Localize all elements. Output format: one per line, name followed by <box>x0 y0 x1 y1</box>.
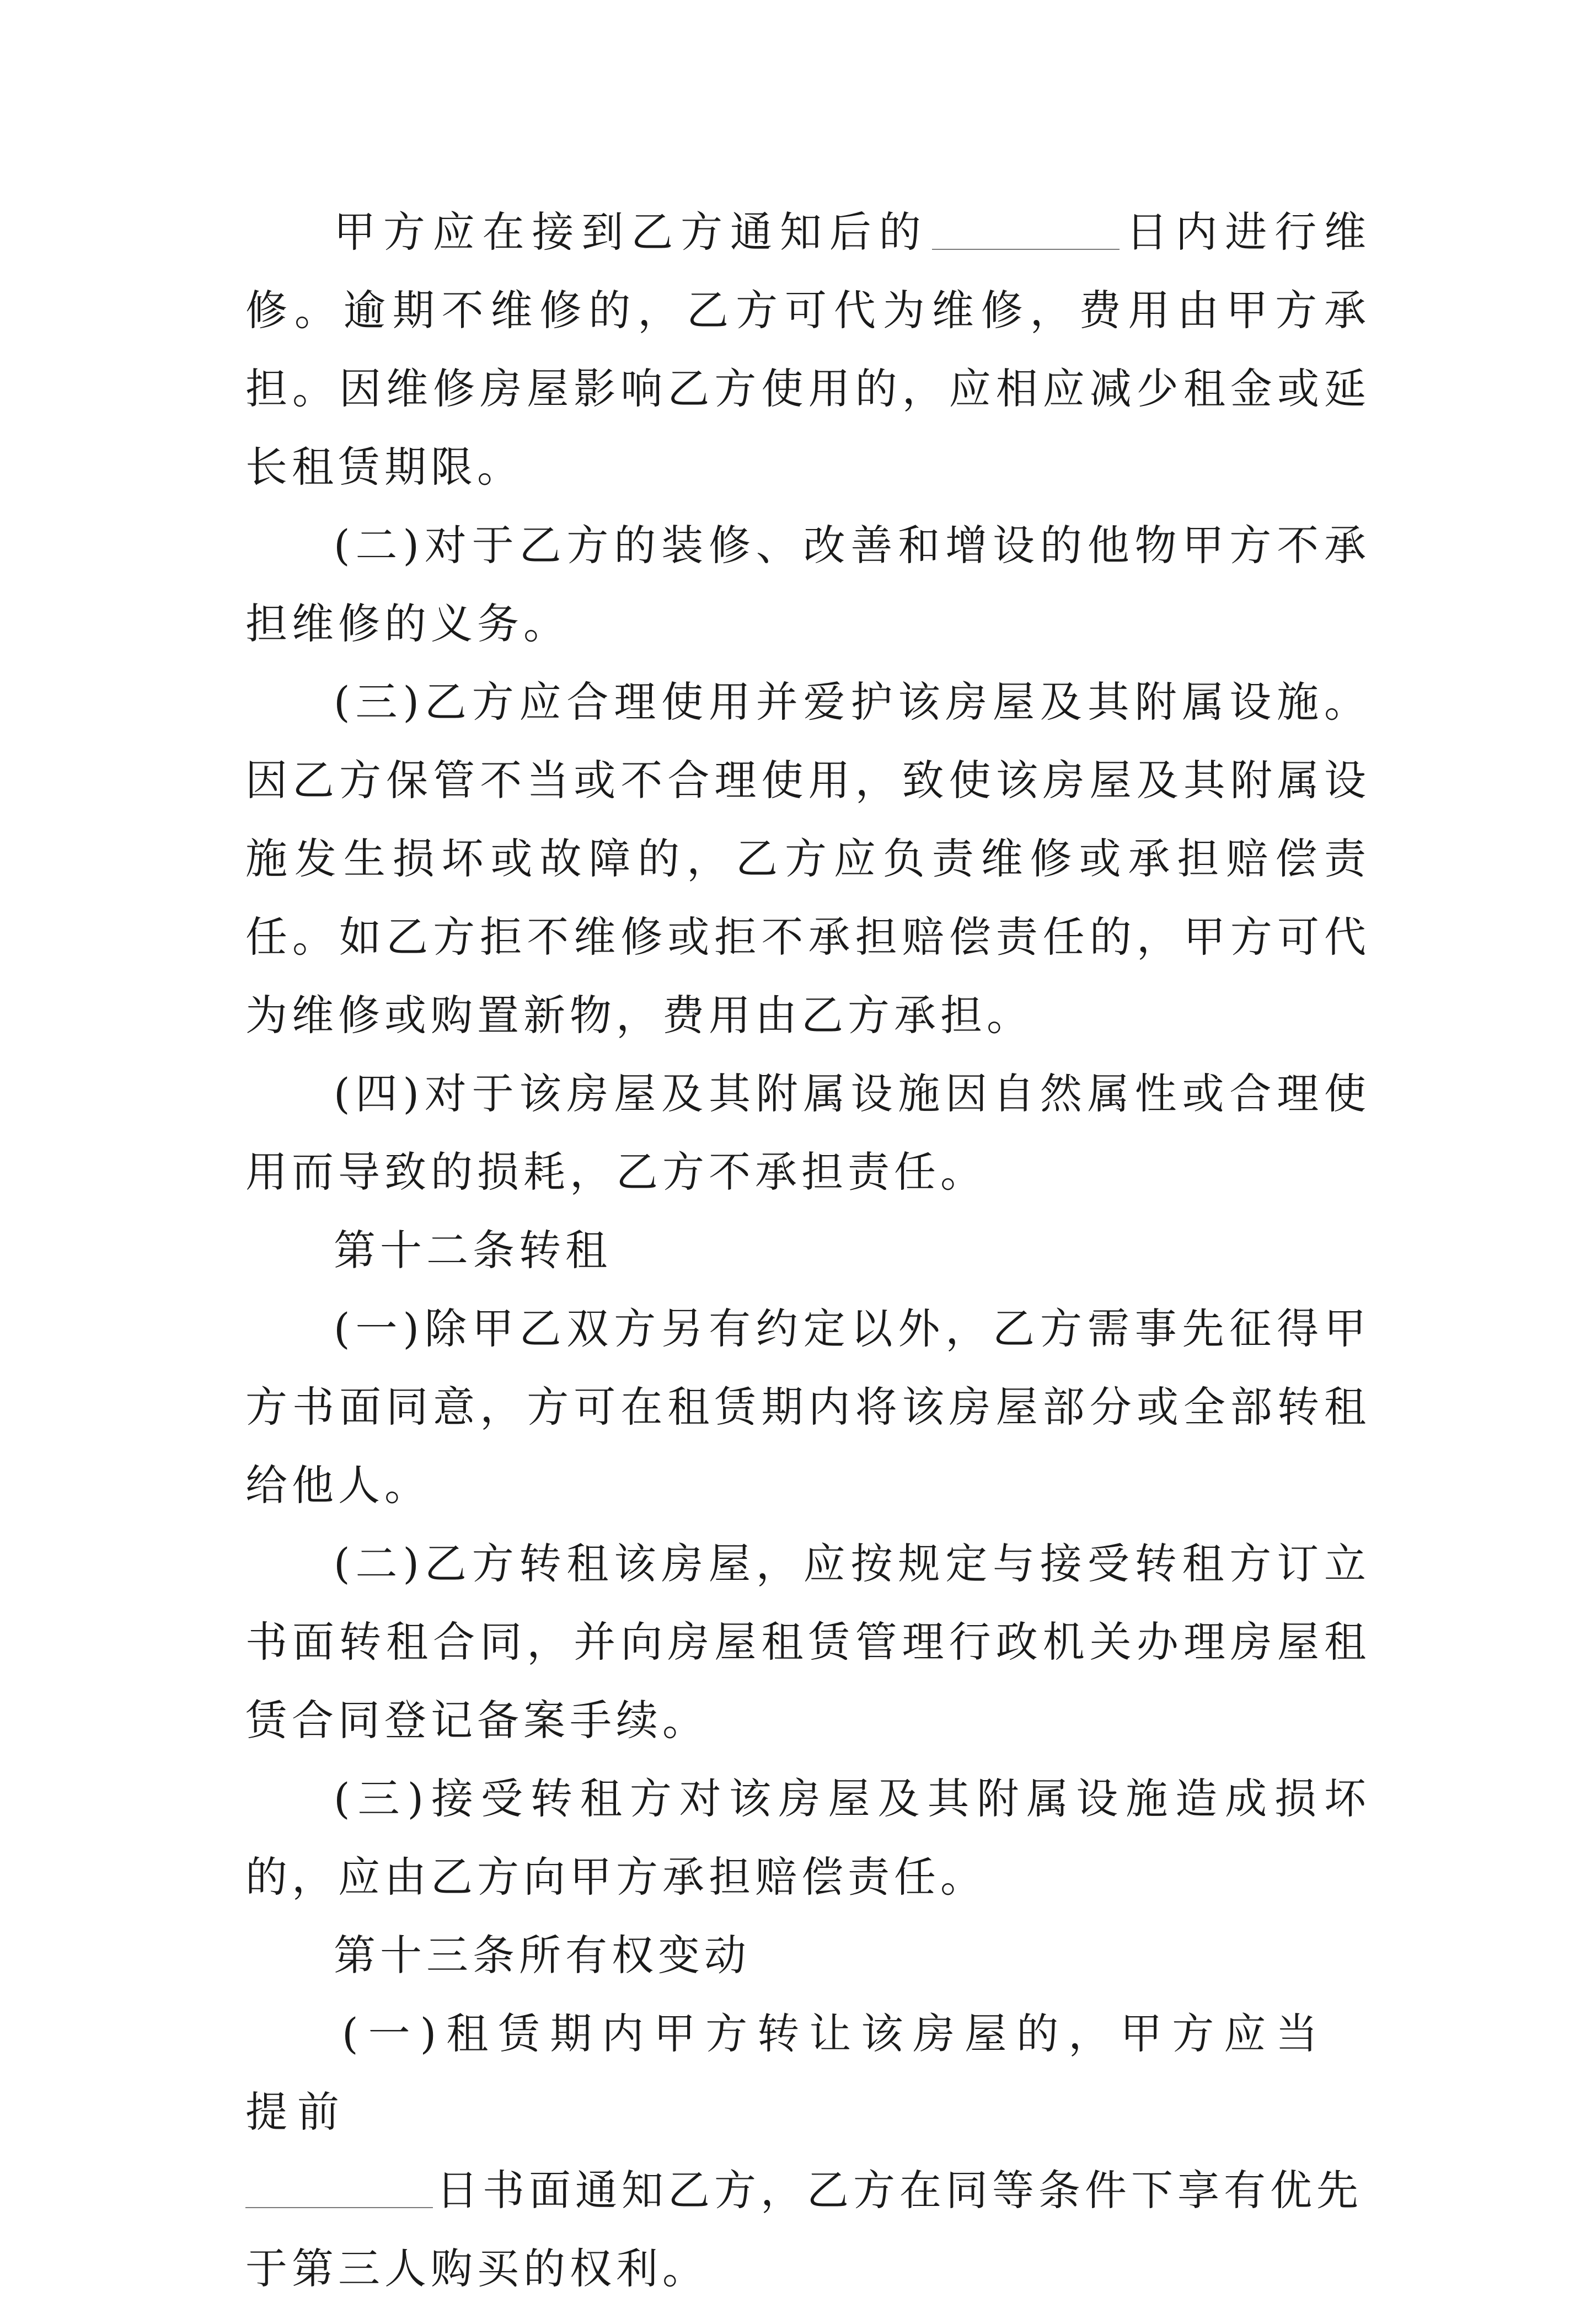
paragraph-item-3: (三)乙方应合理使用并爱护该房屋及其附属设施。因乙方保管不当或不合理使用，致使该房屋及其附属设施发生损坏或故障的，乙方应负责维修或承担赔偿责任。如乙方拒不维修或拒不承担赔偿责任的，甲方可代为维修或购置新物，费用由乙方承担。 <box>245 677 1370 1040</box>
paragraph-item-4: (四)对于该房屋及其附属设施因自然属性或合理使用而导致的损耗，乙方不承担责任。 <box>245 1069 1370 1196</box>
document-body <box>245 193 1370 2308</box>
fill-in-blank-days <box>932 210 1120 250</box>
paragraph-item-2: (二)对于乙方的装修、改善和增设的他物甲方不承担维修的义务。 <box>245 521 1370 648</box>
fill-in-blank-notice-days <box>245 2168 433 2208</box>
paragraph-text: 日内进行维修。逾期不维修的，乙方可代为维修，费用由甲方承担。因维修房屋影响乙方使用的，应相应减少租金或延长租赁期限。 <box>245 207 1371 491</box>
paragraph-text: 甲方应在接到乙方通知后的 <box>334 207 929 257</box>
paragraph-ownership-1-rest <box>245 2151 1370 2308</box>
paragraph-ownership-1-line1: (一)租赁期内甲方转让该房屋的，甲方应当提前 <box>245 2009 1328 2136</box>
article-heading-12: 第十二条转租 <box>334 1226 612 1275</box>
paragraph-repair-deadline <box>245 193 1370 506</box>
paragraph-sublease-1: (一)除甲乙双方另有约定以外，乙方需事先征得甲方书面同意，方可在租赁期内将该房屋部分或全部转租给他人。 <box>245 1304 1370 1510</box>
paragraph-sublease-2: (二)乙方转租该房屋，应按规定与接受转租方订立书面转租合同，并向房屋租赁管理行政机关办理房屋租赁合同登记备案手续。 <box>245 1539 1370 1745</box>
paragraph-text: 日书面通知乙方，乙方在同等条件下享有优先于第三人购买的权利。 <box>245 2166 1363 2293</box>
paragraph-sublease-3: (三)接受转租方对该房屋及其附属设施造成损坏的，应由乙方向甲方承担赔偿责任。 <box>245 1774 1370 1901</box>
article-heading-13: 第十三条所有权变动 <box>334 1931 751 1980</box>
